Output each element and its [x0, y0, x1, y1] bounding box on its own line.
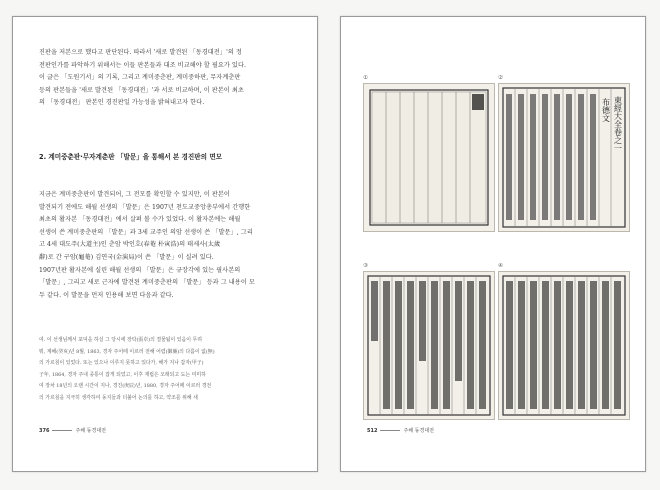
- text-line: 고 4세 대도주(大道主)인 춘암 박인호(春菴 朴寅浩)의 태세사(太歲: [39, 241, 221, 249]
- plate-3-text-page: [363, 271, 495, 420]
- text-line: 뭐, 계해(癸亥)년 8월, 1863, 경자 주어떼 이르러 전해 어렴(御廉)의 다름이 없(無): [39, 348, 215, 355]
- text-line: 子年, 1864, 경자 주내 종통이 잡게 되었고, 이후 재립은 오래되고 도는 미미하: [39, 371, 206, 378]
- plate-4-text-page: [498, 271, 630, 420]
- page-number: 512: [367, 427, 378, 434]
- right-page: [340, 16, 646, 472]
- plate-label-1: ①: [363, 75, 368, 81]
- text-line: 발견되기 전에도 해월 선생의 「발문」은 1907년 천도교중앙총부에서 간행한: [39, 203, 251, 211]
- text-line: 이 글은 「도원기서」의 기록, 그리고 계미중춘판, 계미중하판, 무자계춘판: [39, 74, 241, 82]
- main-paragraph: [39, 189, 289, 302]
- text-line: 1907년판 활자본에 실린 해월 선생의 「발문」은 규장각에 있는 필사본의: [39, 266, 241, 274]
- intro-paragraph: [39, 47, 289, 110]
- plate-1-blank-ruled: [363, 83, 495, 232]
- text-line: 여. 이 선생님께서 포덕을 하실 그 당시에 장탁(張卓)의 결물됨이 있음이 무려: [39, 337, 202, 343]
- folio-rule: [52, 430, 72, 431]
- page-number: 376: [39, 427, 50, 434]
- text-line: 선생이 쓴 계미중춘판의 「발문」과 3세 교주인 의암 선생이 쓴 「발문」, 그리: [39, 228, 253, 236]
- plate-label-2: ②: [498, 75, 503, 81]
- plate-label-4: ④: [498, 263, 503, 269]
- plate-2-title: 東經大全卷之一: [613, 96, 623, 152]
- text-line: 전판인가를 파악하기 위해서는 이들 판본들과 대조 비교해야 할 필요가 있다.: [39, 61, 247, 69]
- folio-rule: [380, 430, 400, 431]
- plate-label-3: ③: [363, 263, 368, 269]
- text-line: 지금은 계미중춘판이 발견되어, 그 전모를 확인할 수 있지만, 이 판본이: [39, 191, 230, 198]
- text-line: 辭)로 간 구암(龜菴) 김연국(金演局)이 쓴 「발문」이 실려 있다.: [39, 253, 214, 261]
- text-line: 「발문」, 그리고 새로 근자에 발견된 계미중춘판의 「발문」 등과 그 내용이 모: [39, 279, 255, 287]
- footnote: [39, 335, 289, 404]
- text-line: 여 장차 18년의 오랜 시간이 지나, 경진(庚辰)년, 1880, 경자 주어떼 이르러 경전: [39, 383, 212, 389]
- plate-2-heading: 布德文: [601, 98, 611, 122]
- text-line: 등의 판본들을 '새로 발견된 「동경대전」'과 서로 비교하며, 이 판본이 최초: [39, 86, 244, 94]
- text-line: 의 「동경대전」 판본인 경진판일 가능성을 밝혀내고자 한다.: [39, 99, 205, 107]
- section-heading: 2. 계미중춘판·무자계춘판 「발문」을 통해서 본 경진판의 면모: [39, 153, 223, 161]
- text-line: 두 같다. 이 발문을 먼저 인용해 보면 다음과 같다.: [39, 291, 174, 299]
- left-folio: [39, 427, 106, 434]
- left-page: [12, 16, 318, 472]
- running-title: 주해 동경대전: [75, 428, 107, 434]
- plate-2-title-page: [498, 83, 630, 232]
- text-line: 의 가르침이 있었다. 또는 있으나 이루지 못하고 있다가, 해가 지나 갑자(甲子): [39, 360, 204, 366]
- text-line: 최초의 활자본 「동경대전」에서 살펴 볼 수가 있었다. 이 활자본에는 해월: [39, 216, 241, 224]
- running-title: 주해 동경대전: [403, 428, 435, 434]
- right-folio: [367, 427, 434, 434]
- text-line: 의 가르침을 지극히 생각하여 동지들과 더불어 논의를 하고, 약조를 위해 새: [39, 394, 198, 401]
- text-line: 진판을 저본으로 했다고 판단된다. 따라서 '새로 발견된 「동경대전」'의 정: [39, 49, 242, 56]
